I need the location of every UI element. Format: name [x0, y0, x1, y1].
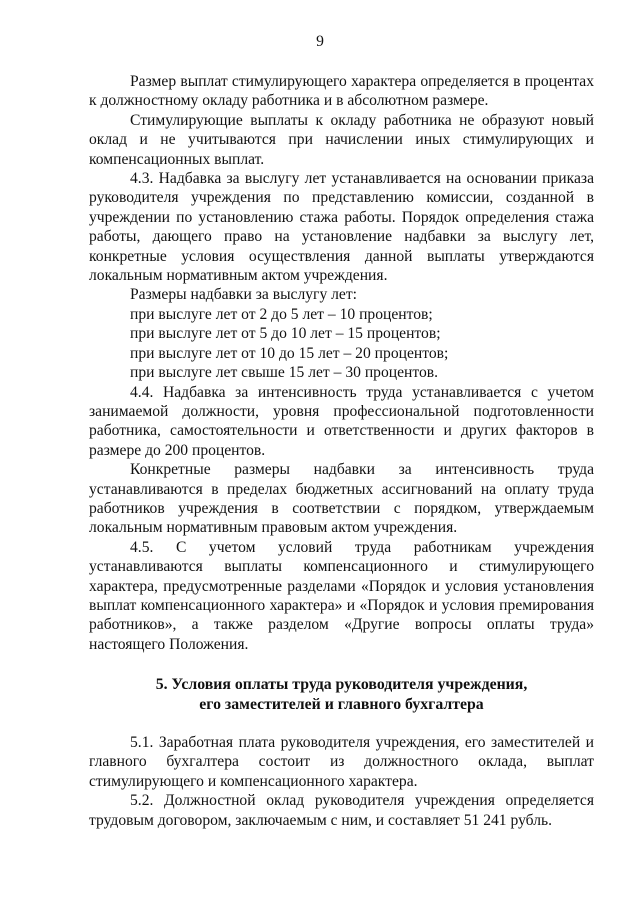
list-item: при выслуге лет от 5 до 10 лет – 15 процентов; [130, 325, 441, 343]
page-number: 9 [316, 33, 324, 50]
list-item: при выслуге лет от 10 до 15 лет – 20 процентов; [130, 344, 449, 362]
seniority-bonus-list [89, 305, 594, 383]
list-item: при выслуге лет от 2 до 5 лет – 10 процентов; [130, 305, 433, 323]
paragraph-5-1-salary-structure: 5.1. Заработная плата руководителя учреждения, его заместителей и главного бухгалтера состоит из должностного оклада, выплат стимулирующего и компенсационного характера. [89, 734, 594, 790]
section-5-heading [89, 675, 594, 714]
section-heading-line-2: его заместителей и главного бухгалтера [199, 695, 484, 713]
list-item: при выслуге лет свыше 15 лет – 30 процентов. [130, 364, 439, 382]
seniority-bonus-intro: Размеры надбавки за выслугу лет: [130, 286, 357, 304]
paragraph-bonus-not-salary: Стимулирующие выплаты к окладу работника не образуют новый оклад и не учитываются при начислении иных стимулирующих и компенсационных выплат. [89, 111, 594, 168]
paragraph-4-3-seniority-bonus: 4.3. Надбавка за выслугу лет устанавливается на основании приказа руководителя учреждения по представлению комиссии, созданной в учреждении по установлению стажа работы. Порядок определения стажа работы, дающего право на установление надбавки за выслугу лет, конкретные условия осуществления данной выплаты утверждаются локальным нормативным актом учреждения. [89, 170, 594, 285]
paragraph-bonus-size: Размер выплат стимулирующего характера определяется в процентах к должностному окладу работника и в абсолютном размере. [89, 73, 594, 110]
paragraph-intensity-bonus-amounts: Конкретные размеры надбавки за интенсивность труда устанавливаются в пределах бюджетных ассигнований на оплату труда работников учреждения в соответствии с порядком, утверждаемым локальным нормативным правовым актом учреждения. [89, 461, 594, 537]
section-heading-line-1: 5. Условия оплаты труда руководителя учреждения, [155, 676, 528, 694]
document-body [89, 72, 594, 830]
paragraph-4-5-working-conditions: 4.5. С учетом условий труда работникам учреждения устанавливаются выплаты компенсационного и стимулирующего характера, предусмотренные разделами «Порядок и условия установления выплат компенсационного характера» и «Порядок и условия премирования работников», а также разделом «Другие вопросы оплаты труда» настоящего Положения. [89, 538, 594, 653]
paragraph-4-4-intensity-bonus: 4.4. Надбавка за интенсивность труда устанавливается с учетом занимаемой должности, уровня профессиональной подготовленности работника, самостоятельности и ответственности и других факторов в размере до 200 процентов. [89, 383, 594, 459]
paragraph-5-2-head-salary: 5.2. Должностной оклад руководителя учреждения определяется трудовым договором, заключаемым с ним, и составляет 51 241 рубль. [89, 792, 594, 829]
